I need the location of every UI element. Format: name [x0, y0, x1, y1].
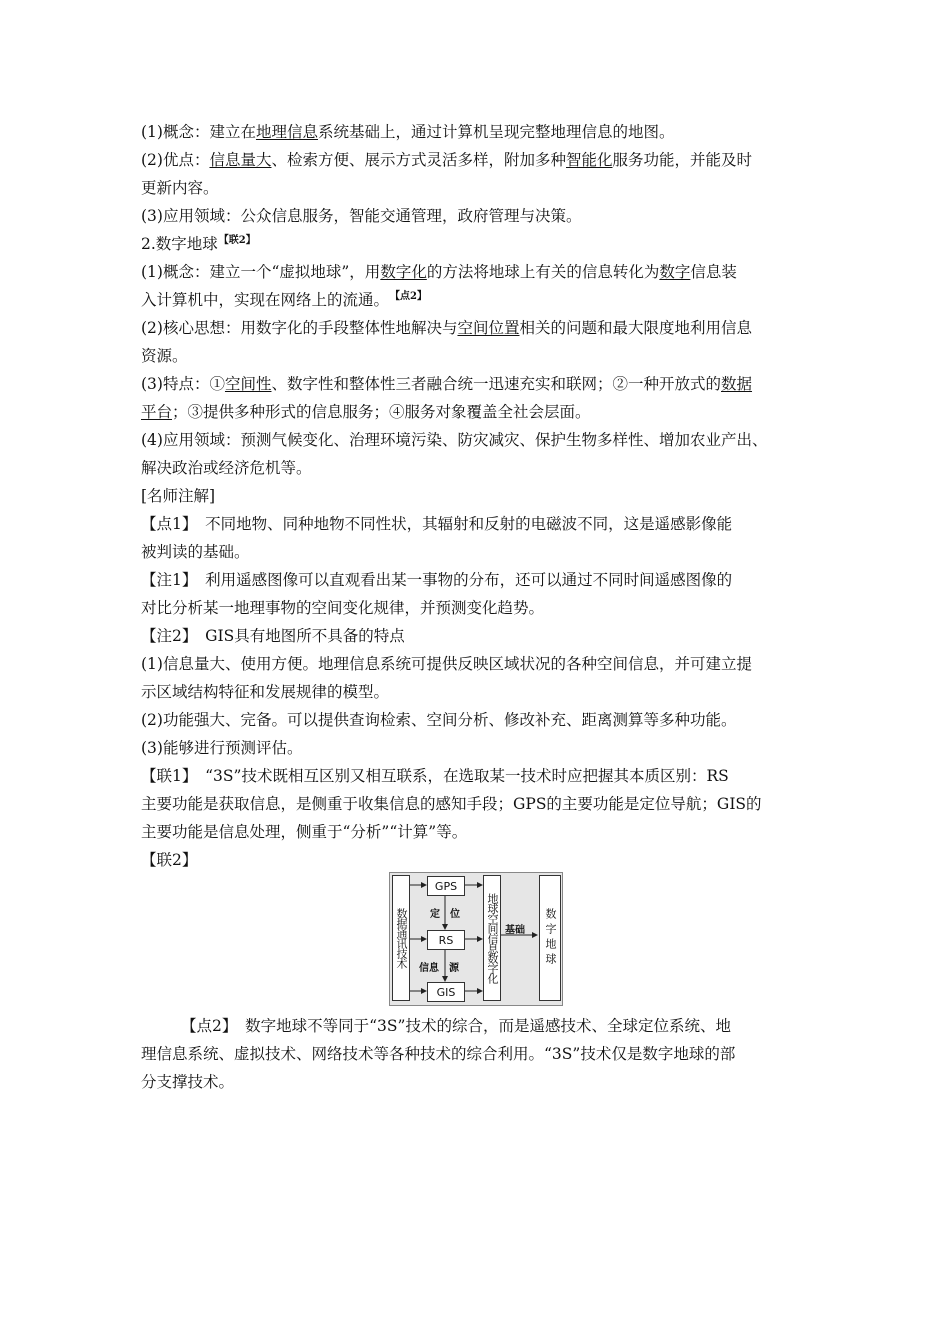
gps-box: GPS	[427, 876, 465, 896]
gis-box: GIS	[427, 982, 465, 1002]
text-line: (2)核心思想：用数字化的手段整体性地解决与空间位置相关的问题和最大限度地利用信息	[141, 319, 752, 337]
note-tag: 【点2】	[390, 291, 427, 302]
diagram-arrows	[390, 873, 562, 1005]
text-line: 更新内容。	[141, 179, 219, 197]
section-heading: 2.数字地球【联2】	[141, 235, 256, 253]
note-line: (3)能够进行预测评估。	[141, 739, 303, 757]
text-line: (4)应用领域：预测气候变化、治理环境污染、防灾减灾、保护生物多样性、增加农业产出、	[141, 431, 768, 449]
digital-earth-diagram	[389, 872, 563, 1006]
text-line: 【点2】 数字地球不等同于“3S”技术的综合，而是遥感技术、全球定位系统、地	[181, 1017, 731, 1035]
note-tag: 【联2】	[218, 235, 256, 246]
note-line: 主要功能是信息处理，侧重于“分析”“计算”等。	[141, 823, 468, 841]
info-source-label: 信息 源	[419, 963, 459, 974]
note-line: 【注2】 GIS具有地图所不具备的特点	[141, 627, 405, 645]
text-line: 平台；③提供多种形式的信息服务；④服务对象覆盖全社会层面。	[141, 403, 591, 421]
text-line: 理信息系统、虚拟技术、网络技术等各种技术的综合利用。“3S”技术仅是数字地球的部	[141, 1045, 736, 1063]
text-line: (1)概念：建立一个“虚拟地球”，用数字化的方法将地球上有关的信息转化为数字信息装	[141, 263, 737, 281]
text-line: 入计算机中，实现在网络上的流通。【点2】	[141, 291, 427, 309]
text-line: (2)优点：信息量大、检索方便、展示方式灵活多样，附加多种智能化服务功能，并能及时	[141, 151, 753, 169]
text-line: (3)应用领域：公众信息服务，智能交通管理，政府管理与决策。	[141, 207, 582, 225]
text-line: (1)概念：建立在地理信息系统基础上，通过计算机呈现完整地理信息的地图。	[141, 123, 675, 141]
note-line: 对比分析某一地理事物的空间变化规律，并预测变化趋势。	[141, 599, 545, 617]
geo-digitization-box: 地球空间信息数字化	[483, 875, 501, 1001]
text-line: 解决政治或经济危机等。	[141, 459, 312, 477]
note-line: 【注1】 利用遥感图像可以直观看出某一事物的分布，还可以通过不同时间遥感图像的	[141, 571, 733, 589]
closing-paragraph	[141, 1012, 816, 1096]
note-line: 【点1】 不同地物、同种地物不同性状，其辐射和反射的电磁波不同，这是遥感影像能	[141, 515, 733, 533]
text-line: 分支撑技术。	[141, 1073, 235, 1091]
note-line: 【联1】 “3S”技术既相互区别又相互联系，在选取某一技术时应把握其本质区别：RS	[141, 767, 729, 785]
note-line: (1)信息量大、使用方便。地理信息系统可提供反映区域状况的各种空间信息，并可建立提	[141, 655, 752, 673]
note-line: 被判读的基础。	[141, 543, 250, 561]
text-line: (3)特点：①空间性、数字性和整体性三者融合统一迅速充实和联网；②一种开放式的数据	[141, 375, 753, 393]
comm-tech-box: 数据通讯技术	[392, 875, 410, 1001]
rs-box: RS	[427, 930, 465, 950]
note-line: 【联2】	[141, 851, 198, 869]
position-label: 定 位	[430, 909, 460, 920]
document-body	[141, 118, 816, 874]
digital-earth-box: 数字地球	[539, 875, 561, 1001]
text-line: 资源。	[141, 347, 188, 365]
note-line: 示区域结构特征和发展规律的模型。	[141, 683, 390, 701]
foundation-label: 基础	[505, 925, 525, 936]
note-line: (2)功能强大、完备。可以提供查询检索、空间分析、修改补充、距离测算等多种功能。	[141, 711, 737, 729]
note-line: 主要功能是获取信息，是侧重于收集信息的感知手段；GPS的主要功能是定位导航；GIS的	[141, 795, 762, 813]
section-heading: [名师注解]	[141, 487, 216, 505]
